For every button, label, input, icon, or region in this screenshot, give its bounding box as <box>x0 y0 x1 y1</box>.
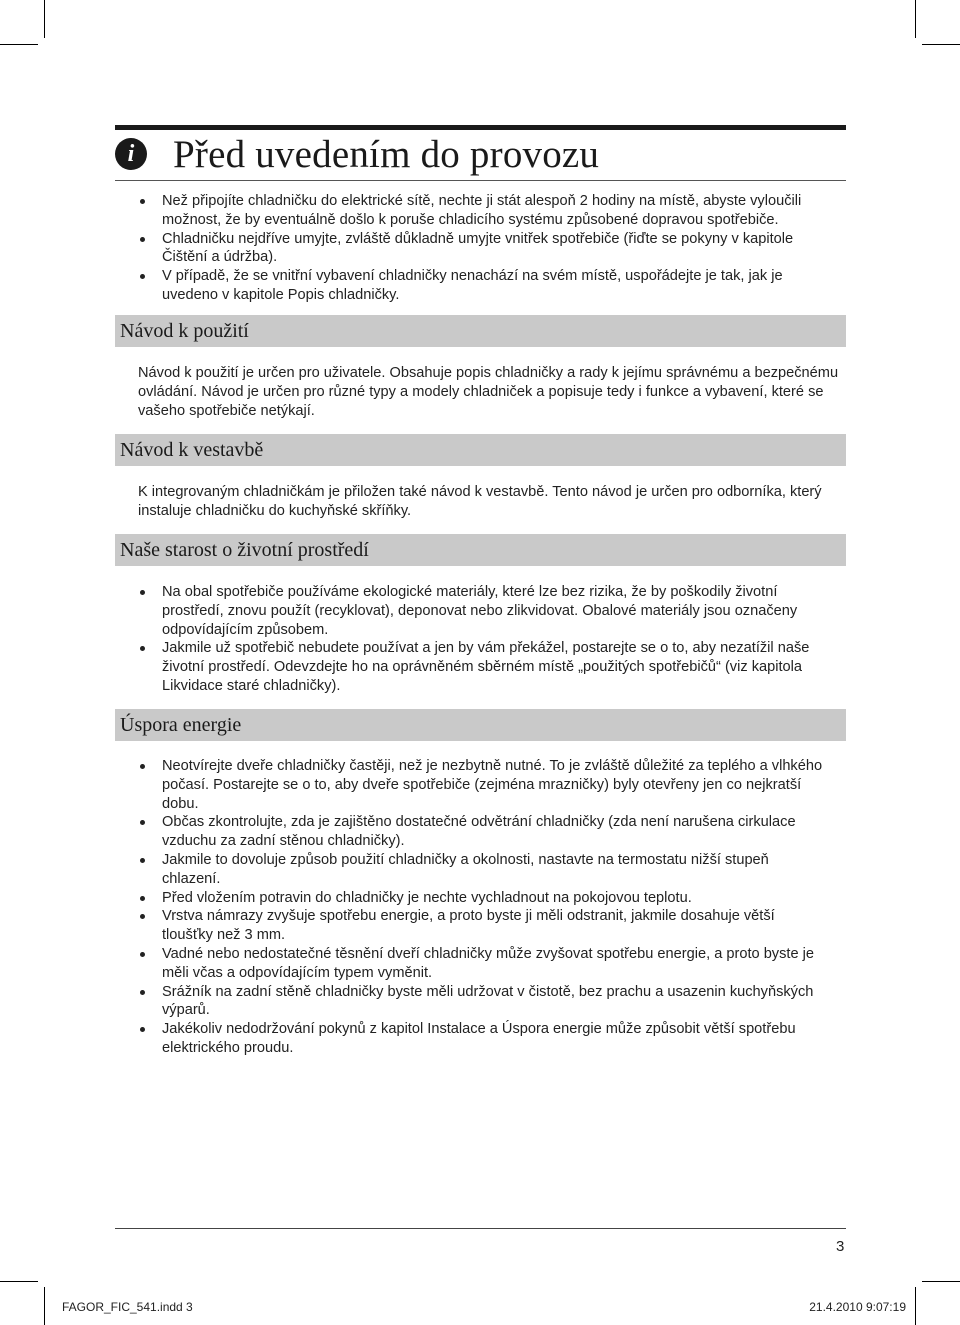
section-heading-manual <box>115 315 846 347</box>
manual-paragraph: Návod k použití je určen pro uživatele. Obsahuje popis chladničky a rady k jejímu správnému a bezpečnému ovládání. Návod je určen pro různé typy a modely chladniček a popisuje tedy i funkce a vybavení, které se vašeho spotřebiče netýkají. <box>138 365 839 419</box>
energy-bullet: Občas zkontrolujte, zda je zajištěno dostatečné odvětrání chladničky (zda není narušena cirkulace vzduchu za zadní stěnou chladničky). <box>138 813 828 851</box>
section-heading-installation <box>115 434 846 466</box>
environment-bullet: Na obal spotřebiče používáme ekologické materiály, které lze bez rizika, že by poškodily životní prostředí, znovu použít (recyklovat), deponovat nebo zlikvidovat. Obalové materiály jsou označeny odpovídajícím způsobem. <box>138 583 828 639</box>
crop-mark <box>44 0 45 38</box>
energy-bullet: Před vložením potravin do chladničky je nechte vychladnout na pokojovou teplotu. <box>138 889 828 908</box>
section-heading-text: Úspora energie <box>120 713 242 736</box>
footer-timestamp: 21.4.2010 9:07:19 <box>809 1300 906 1314</box>
intro-bullet: Než připojíte chladničku do elektrické sítě, nechte ji stát alespoň 2 hodiny na místě, abyste vyloučili možnost, že by eventuálně došlo k poruše chladicího systému způsobené dopravou spotřebiče. <box>138 192 828 230</box>
crop-mark <box>915 1287 916 1325</box>
top-rule <box>115 125 846 130</box>
crop-mark <box>922 1281 960 1282</box>
environment-bullet: Jakmile už spotřebič nebudete používat a jen by vám překážel, postarejte se o to, aby nezatížil naše životní prostředí. Odevzdejte ho na oprávněném sběrném místě „použitých spotřebičů“ (viz kapitola Likvidace staré chladničky). <box>138 639 828 695</box>
environment-bullet-list <box>138 583 828 696</box>
footer-file-name: FAGOR_FIC_541.indd 3 <box>62 1300 193 1314</box>
crop-mark <box>922 44 960 45</box>
page-title: Před uvedením do provozu <box>173 132 600 176</box>
page-number: 3 <box>836 1238 845 1255</box>
energy-bullet: Srážník na zadní stěně chladničky byste měli udržovat v čistotě, bez prachu a usazenin kuchyňských výparů. <box>138 983 828 1021</box>
section-heading-text: Naše starost o životní prostředí <box>120 538 369 561</box>
section-heading-environment <box>115 534 846 566</box>
intro-bullet: V případě, že se vnitřní vybavení chladničky nenachází na svém místě, uspořádejte je tak, jak je uvedeno v kapitole Popis chladničky. <box>138 267 828 305</box>
energy-bullet-list <box>138 757 828 1058</box>
energy-bullet: Vrstva námrazy zvyšuje spotřebu energie, a proto byste ji měli odstranit, jakmile dosahuje větší tloušťky než 3 mm. <box>138 907 828 945</box>
energy-bullet: Jakékoliv nedodržování pokynů z kapitol Instalace a Úspora energie může způsobit větší spotřebu elektrického proudu. <box>138 1020 828 1058</box>
section-heading-text: Návod k použití <box>120 319 249 342</box>
energy-bullet: Jakmile to dovoluje způsob použití chladničky a okolnosti, nastavte na termostatu nižší stupeň chlazení. <box>138 851 828 889</box>
bottom-rule <box>115 1228 846 1229</box>
crop-mark <box>0 1281 38 1282</box>
title-underline <box>115 180 846 181</box>
section-heading-energy <box>115 709 846 741</box>
title-row <box>115 133 599 175</box>
crop-mark <box>915 0 916 38</box>
info-icon: i <box>115 138 147 170</box>
crop-mark <box>44 1287 45 1325</box>
energy-bullet: Vadné nebo nedostatečné těsnění dveří chladničky může zvyšovat spotřebu energie, a proto byste je měli včas a odpovídajícím typem vyměnit. <box>138 945 828 983</box>
installation-paragraph: K integrovaným chladničkám je přiložen také návod k vestavbě. Tento návod je určen pro odborníka, který instaluje chladničku do kuchyňské skříňky. <box>138 484 822 519</box>
intro-bullet-list <box>138 192 828 305</box>
energy-bullet: Neotvírejte dveře chladničky častěji, než je nezbytně nutné. To je zvláště důležité za teplého a vlhkého počasí. Postarejte se o to, aby dveře spotřebiče (zejména mrazničky) byly otevřeny jen co nejkratší dobu. <box>138 757 828 813</box>
crop-mark <box>0 44 38 45</box>
section-heading-text: Návod k vestavbě <box>120 438 264 461</box>
intro-bullet: Chladničku nejdříve umyjte, zvláště důkladně umyjte vnitřek spotřebiče (řiďte se pokyny v kapitole Čištění a údržba). <box>138 230 828 268</box>
